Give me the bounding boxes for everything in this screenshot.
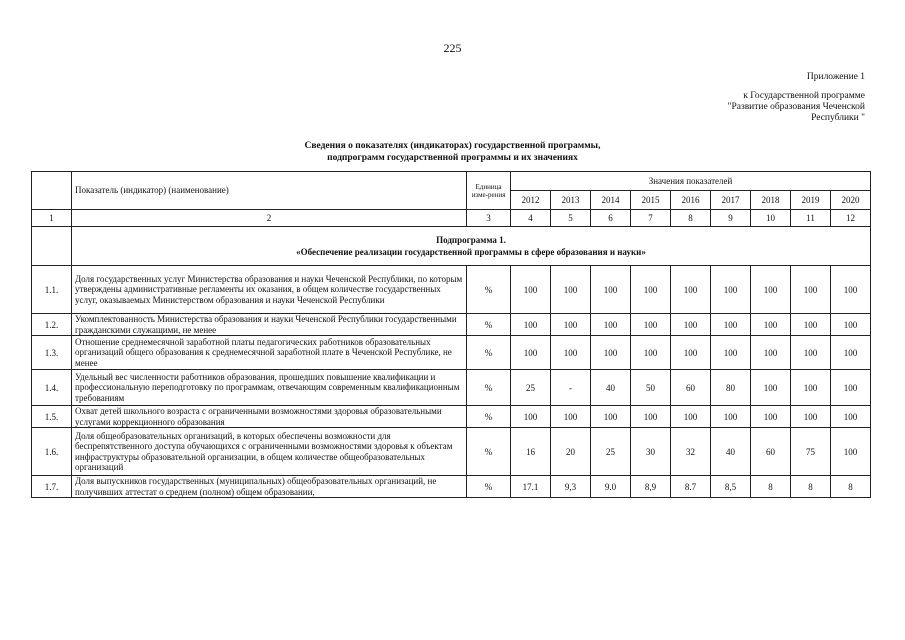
header-year: 2020: [831, 191, 871, 210]
value-cell: 100: [591, 336, 631, 370]
value-cell: 17.1: [511, 476, 551, 498]
unit-cell: %: [467, 336, 511, 370]
unit-cell: %: [467, 370, 511, 406]
index-cell: 11: [791, 210, 831, 227]
table-row: [32, 476, 871, 498]
value-cell: 100: [631, 266, 671, 314]
table-row: [32, 428, 871, 476]
value-cell: 100: [631, 336, 671, 370]
unit-cell: %: [467, 428, 511, 476]
indicator-name: Отношение среднемесячной заработной платы педагогических работников образовательных организаций общего образования к среднемесячной заработной плате в Чеченской Республике, не менее: [72, 336, 467, 370]
value-cell: 100: [711, 314, 751, 336]
value-cell: 60: [671, 370, 711, 406]
value-cell: 100: [551, 336, 591, 370]
index-cell: 10: [751, 210, 791, 227]
value-cell: 100: [591, 406, 631, 428]
value-cell: 100: [831, 336, 871, 370]
table-row: [32, 314, 871, 336]
indicator-name: Доля выпускников государственных (муниципальных) общеобразовательных организаций, не получивших аттестат о среднем (полном) общем образовании,: [72, 476, 467, 498]
value-cell: 100: [751, 314, 791, 336]
value-cell: 100: [591, 314, 631, 336]
table-header-row: [32, 172, 871, 191]
appendix-line: Республики ": [811, 113, 865, 123]
value-cell: 100: [711, 266, 751, 314]
row-number: 1.6.: [32, 428, 72, 476]
value-cell: 100: [511, 406, 551, 428]
indicator-name: Укомплектованность Министерства образования и науки Чеченской Республики государственными гражданскими служащими, не менее: [72, 314, 467, 336]
indicator-name: Доля государственных услуг Министерства образования и науки Чеченской Республики, по которым утверждены административные регламенты их оказания, в общем количестве государственных услуг, оказываемых Министерством образования и науки Чеченской Республики: [72, 266, 467, 314]
header-year: 2018: [751, 191, 791, 210]
index-cell: 2: [72, 210, 467, 227]
index-cell: 1: [32, 210, 72, 227]
unit-cell: %: [467, 406, 511, 428]
appendix-line: к Государственной программе: [743, 91, 865, 101]
unit-cell: %: [467, 314, 511, 336]
indicators-table: [31, 171, 871, 498]
subprogram-row: [32, 227, 871, 266]
value-cell: 100: [671, 314, 711, 336]
header-values: Значения показателей: [511, 172, 871, 191]
value-cell: 25: [511, 370, 551, 406]
header-number-cell: [32, 172, 72, 210]
subprogram-title-line: Подпрограмма 1.: [436, 235, 506, 245]
row-number: 1.5.: [32, 406, 72, 428]
row-number: 1.4.: [32, 370, 72, 406]
index-cell: 3: [467, 210, 511, 227]
document-title-line: Сведения о показателях (индикаторах) государственной программы,: [304, 141, 601, 151]
value-cell: 20: [551, 428, 591, 476]
value-cell: 32: [671, 428, 711, 476]
value-cell: 100: [631, 406, 671, 428]
appendix-note: [728, 72, 865, 124]
value-cell: 100: [711, 406, 751, 428]
indicator-name: Охват детей школьного возраста с ограниченными возможностями здоровья образовательными услугами коррекционного образования: [72, 406, 467, 428]
value-cell: 100: [791, 314, 831, 336]
header-year: 2014: [591, 191, 631, 210]
value-cell: 100: [831, 406, 871, 428]
header-indicator: Показатель (индикатор) (наименование): [72, 172, 467, 210]
header-year: 2019: [791, 191, 831, 210]
subprogram-title-line: «Обеспечение реализации государственной программы в сфере образования и науки»: [296, 247, 646, 257]
value-cell: 60: [751, 428, 791, 476]
index-cell: 6: [591, 210, 631, 227]
subprogram-number-cell: [32, 227, 72, 266]
index-cell: 8: [671, 210, 711, 227]
row-number: 1.7.: [32, 476, 72, 498]
value-cell: 100: [831, 370, 871, 406]
index-cell: 7: [631, 210, 671, 227]
header-year: 2012: [511, 191, 551, 210]
value-cell: 50: [631, 370, 671, 406]
value-cell: 8.7: [671, 476, 711, 498]
value-cell: 8,5: [711, 476, 751, 498]
value-cell: 100: [751, 266, 791, 314]
value-cell: 16: [511, 428, 551, 476]
subprogram-title: [72, 227, 871, 266]
header-year: 2015: [631, 191, 671, 210]
document-title: [0, 140, 905, 164]
row-number: 1.3.: [32, 336, 72, 370]
value-cell: 100: [751, 406, 791, 428]
value-cell: 8,9: [631, 476, 671, 498]
index-cell: 12: [831, 210, 871, 227]
value-cell: 8: [791, 476, 831, 498]
indicator-name: Доля общеобразовательных организаций, в которых обеспечены возможности для беспрепятственного доступа обучающихся с ограниченными возможностями здоровья к объектам инфраструктуры образовательной организации, в общем количестве общеобразовательных организаций: [72, 428, 467, 476]
value-cell: 100: [551, 266, 591, 314]
value-cell: 100: [831, 266, 871, 314]
value-cell: 100: [751, 336, 791, 370]
value-cell: 100: [671, 336, 711, 370]
table-row: [32, 370, 871, 406]
document-title-line: подпрограмм государственной программы и их значениях: [327, 153, 578, 163]
value-cell: -: [551, 370, 591, 406]
value-cell: 100: [831, 428, 871, 476]
row-number: 1.2.: [32, 314, 72, 336]
value-cell: 100: [511, 266, 551, 314]
header-unit: Единица изме-рения: [467, 172, 511, 210]
table-row: [32, 266, 871, 314]
table-index-row: [32, 210, 871, 227]
index-cell: 4: [511, 210, 551, 227]
value-cell: 80: [711, 370, 751, 406]
appendix-line: "Развитие образования Чеченской: [727, 102, 865, 112]
unit-cell: %: [467, 266, 511, 314]
value-cell: 30: [631, 428, 671, 476]
header-year: 2013: [551, 191, 591, 210]
row-number: 1.1.: [32, 266, 72, 314]
value-cell: 75: [791, 428, 831, 476]
value-cell: 100: [671, 406, 711, 428]
value-cell: 100: [791, 266, 831, 314]
value-cell: 100: [751, 370, 791, 406]
value-cell: 100: [711, 336, 751, 370]
value-cell: 40: [591, 370, 631, 406]
value-cell: 8: [831, 476, 871, 498]
indicator-name: Удельный вес численности работников образования, прошедших повышение квалификации и профессиональную переподготовку по программам, отвечающим современным квалификационным требованиям: [72, 370, 467, 406]
value-cell: 9.0: [591, 476, 631, 498]
header-year: 2017: [711, 191, 751, 210]
value-cell: 100: [551, 406, 591, 428]
value-cell: 100: [791, 336, 831, 370]
table-row: [32, 336, 871, 370]
index-cell: 9: [711, 210, 751, 227]
value-cell: 100: [551, 314, 591, 336]
table-row: [32, 406, 871, 428]
value-cell: 100: [511, 336, 551, 370]
value-cell: 40: [711, 428, 751, 476]
value-cell: 100: [791, 406, 831, 428]
value-cell: 8: [751, 476, 791, 498]
value-cell: 100: [791, 370, 831, 406]
value-cell: 100: [511, 314, 551, 336]
index-cell: 5: [551, 210, 591, 227]
header-year: 2016: [671, 191, 711, 210]
appendix-title: Приложение 1: [806, 72, 865, 82]
value-cell: 25: [591, 428, 631, 476]
value-cell: 100: [631, 314, 671, 336]
page-number: 225: [443, 41, 462, 55]
value-cell: 100: [831, 314, 871, 336]
value-cell: 100: [591, 266, 631, 314]
value-cell: 100: [671, 266, 711, 314]
unit-cell: %: [467, 476, 511, 498]
value-cell: 9,3: [551, 476, 591, 498]
